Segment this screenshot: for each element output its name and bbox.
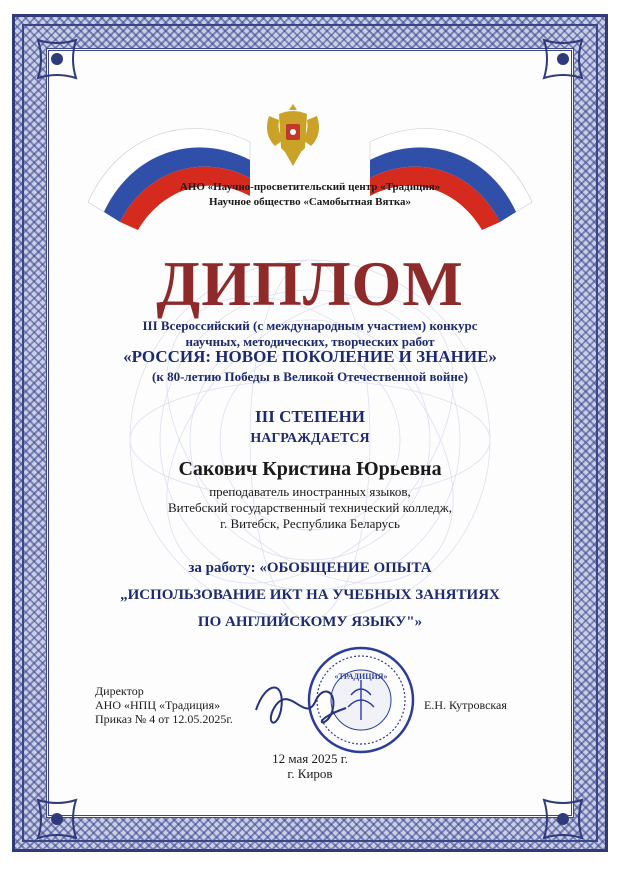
handwritten-signature <box>246 670 356 740</box>
awarded-label: НАГРАЖДАЕТСЯ <box>250 431 370 446</box>
diploma-title: ДИПЛОМ <box>156 248 464 319</box>
organizer-name: АНО «Научно-просветительский центр «Традиция» <box>179 181 441 193</box>
work-line-2: „ИСПОЛЬЗОВАНИЕ ИКТ НА УЧЕБНЫХ ЗАНЯТИЯХ <box>120 587 500 603</box>
corner-ornament-icon <box>540 36 586 82</box>
signer-role: Директор <box>95 684 144 698</box>
award-degree: III СТЕПЕНИ <box>254 407 366 426</box>
recipient-location: г. Витебск, Республика Беларусь <box>220 516 400 531</box>
signer-name: Е.Н. Кутровская <box>424 698 507 712</box>
issue-city: г. Киров <box>287 766 333 781</box>
work-line-3: ПО АНГЛИЙСКОМУ ЯЗЫКУ"» <box>197 614 423 630</box>
recipient-position: преподаватель иностранных языков, <box>209 484 411 499</box>
seal-center-text: «ТРАДИЦИЯ» <box>334 672 388 681</box>
recipient-name: Сакович Кристина Юрьевна <box>178 458 442 480</box>
recipient-institution: Витебский государственный технический колледж, <box>167 500 453 515</box>
co-organizer-name: Научное общество «Самобытная Вятка» <box>208 196 412 208</box>
contest-line-1: III Всероссийский (с международным участием) конкурс <box>142 318 478 333</box>
contest-name: «РОССИЯ: НОВОЕ ПОКОЛЕНИЕ И ЗНАНИЕ» <box>123 347 497 366</box>
signer-organization: АНО «НПЦ «Традиция» <box>95 698 221 712</box>
issue-date: 12 мая 2025 г. <box>272 751 348 766</box>
corner-ornament-icon <box>540 796 586 842</box>
corner-ornament-icon <box>34 796 80 842</box>
work-line-1: за работу: «ОБОБЩЕНИЕ ОПЫТА <box>188 560 432 576</box>
contest-line-2: научных, методических, творческих работ <box>185 334 435 349</box>
coat-of-arms-icon <box>261 96 325 170</box>
contest-dedication: (к 80-летию Победы в Великой Отечественной войне) <box>152 369 468 384</box>
order-reference: Приказ № 4 от 12.05.2025г. <box>95 712 233 726</box>
corner-ornament-icon <box>34 36 80 82</box>
